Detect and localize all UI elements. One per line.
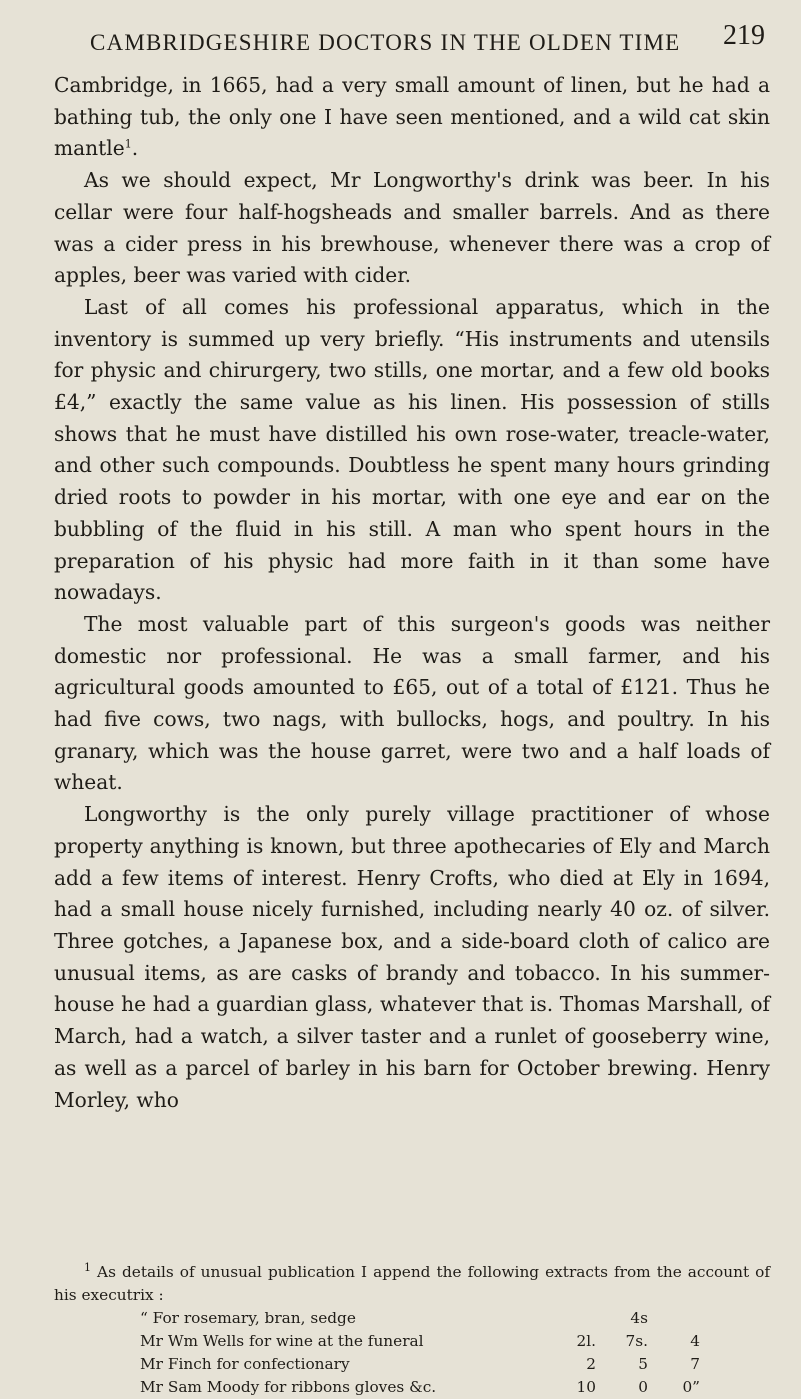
account-row (140, 1376, 700, 1399)
footnote-intro (54, 1261, 770, 1307)
amount-shillings: 7s. (625, 1332, 648, 1350)
amount-pounds: 2l. (576, 1332, 596, 1350)
footnote-intro-text: As details of unusual publication I append the following extracts from the account of his executrix : (54, 1263, 770, 1304)
footnote-reference: 1 (124, 137, 132, 151)
amount-pounds: 10 (576, 1378, 596, 1396)
account-row (140, 1353, 700, 1376)
amount-pounds (544, 1307, 596, 1330)
amount-shillings: 4s (630, 1309, 648, 1327)
body-text (54, 70, 770, 1116)
paragraph-5: Longworthy is the only purely village practitioner of whose property anything is known, but three apothecaries of Ely and March add a few items of interest. Henry Crofts, who died at Ely in 1694, had a small house nicely furnished, including nearly 40 oz. of silver. Three gotches, a Japanese box, and a side-board cloth of calico are unusual items, as are casks of brandy and tobacco. In his summer-house he had a guardian glass, whatever that is. Thomas Marshall, of March, had a watch, a silver taster and a runlet of gooseberry wine, as well as a parcel of barley in his barn for October brewing. Henry Morley, who (54, 802, 770, 1112)
account-row (140, 1330, 700, 1353)
paragraph-2: As we should expect, Mr Longworthy's drink was beer. In his cellar were four half-hogsheads and smaller barrels. And as there was a cider press in his brewhouse, whenever there was a crop of apples, beer was varied with cider. (54, 168, 770, 288)
footnote-account-table (140, 1307, 700, 1399)
paragraph-4: The most valuable part of this surgeon's goods was neither domestic nor professional. He was a small farmer, and his agricultural goods amounted to £65, out of a total of £121. Thus he had five cows, two nags, with bullocks, hogs, and poultry. In his granary, which was the house garret, were two and a half loads of wheat. (54, 611, 770, 795)
account-item: Mr Sam Moody for ribbons gloves &c. (140, 1378, 437, 1396)
running-head: CAMBRIDGESHIRE DOCTORS IN THE OLDEN TIME (90, 30, 681, 55)
amount-pence: 0” (682, 1378, 700, 1396)
account-row (140, 1307, 700, 1330)
account-item: Mr Finch for confectionary (140, 1355, 350, 1373)
paragraph-1-text: Cambridge, in 1665, had a very small amount of linen, but he had a bathing tub, the only one I have seen mentioned, and a wild cat skin mantle (54, 73, 770, 161)
page-number: 219 (723, 20, 765, 51)
paragraph-1 (54, 70, 770, 165)
amount-pounds: 2 (586, 1355, 596, 1373)
page-header (0, 18, 801, 62)
amount-shillings: 5 (638, 1355, 648, 1373)
amount-pence: 4 (690, 1332, 700, 1350)
account-item: Mr Wm Wells for wine at the funeral (140, 1332, 424, 1350)
account-item: “ For rosemary, bran, sedge (140, 1309, 356, 1327)
amount-shillings: 0 (638, 1378, 648, 1396)
paragraph-3: Last of all comes his professional apparatus, which in the inventory is summed up very briefly. “His instruments and utensils for physic and chirurgery, two stills, one mortar, and a few old books £4,” exactly the same value as his linen. His possession of stills shows that he must have distilled his own rose-water, treacle-water, and other such compounds. Doubtless he spent many hours grinding dried roots to powder in his mortar, with one eye and ear on the bubbling of the fluid in his still. A man who spent hours in the preparation of his physic had more faith in it than some have nowadays. (54, 294, 770, 605)
paragraph-1-end: . (131, 136, 139, 161)
footnote-marker: 1 (84, 1260, 91, 1274)
amount-pence: 7 (690, 1355, 700, 1373)
amount-pence (648, 1307, 700, 1330)
footnotes (54, 1261, 770, 1399)
